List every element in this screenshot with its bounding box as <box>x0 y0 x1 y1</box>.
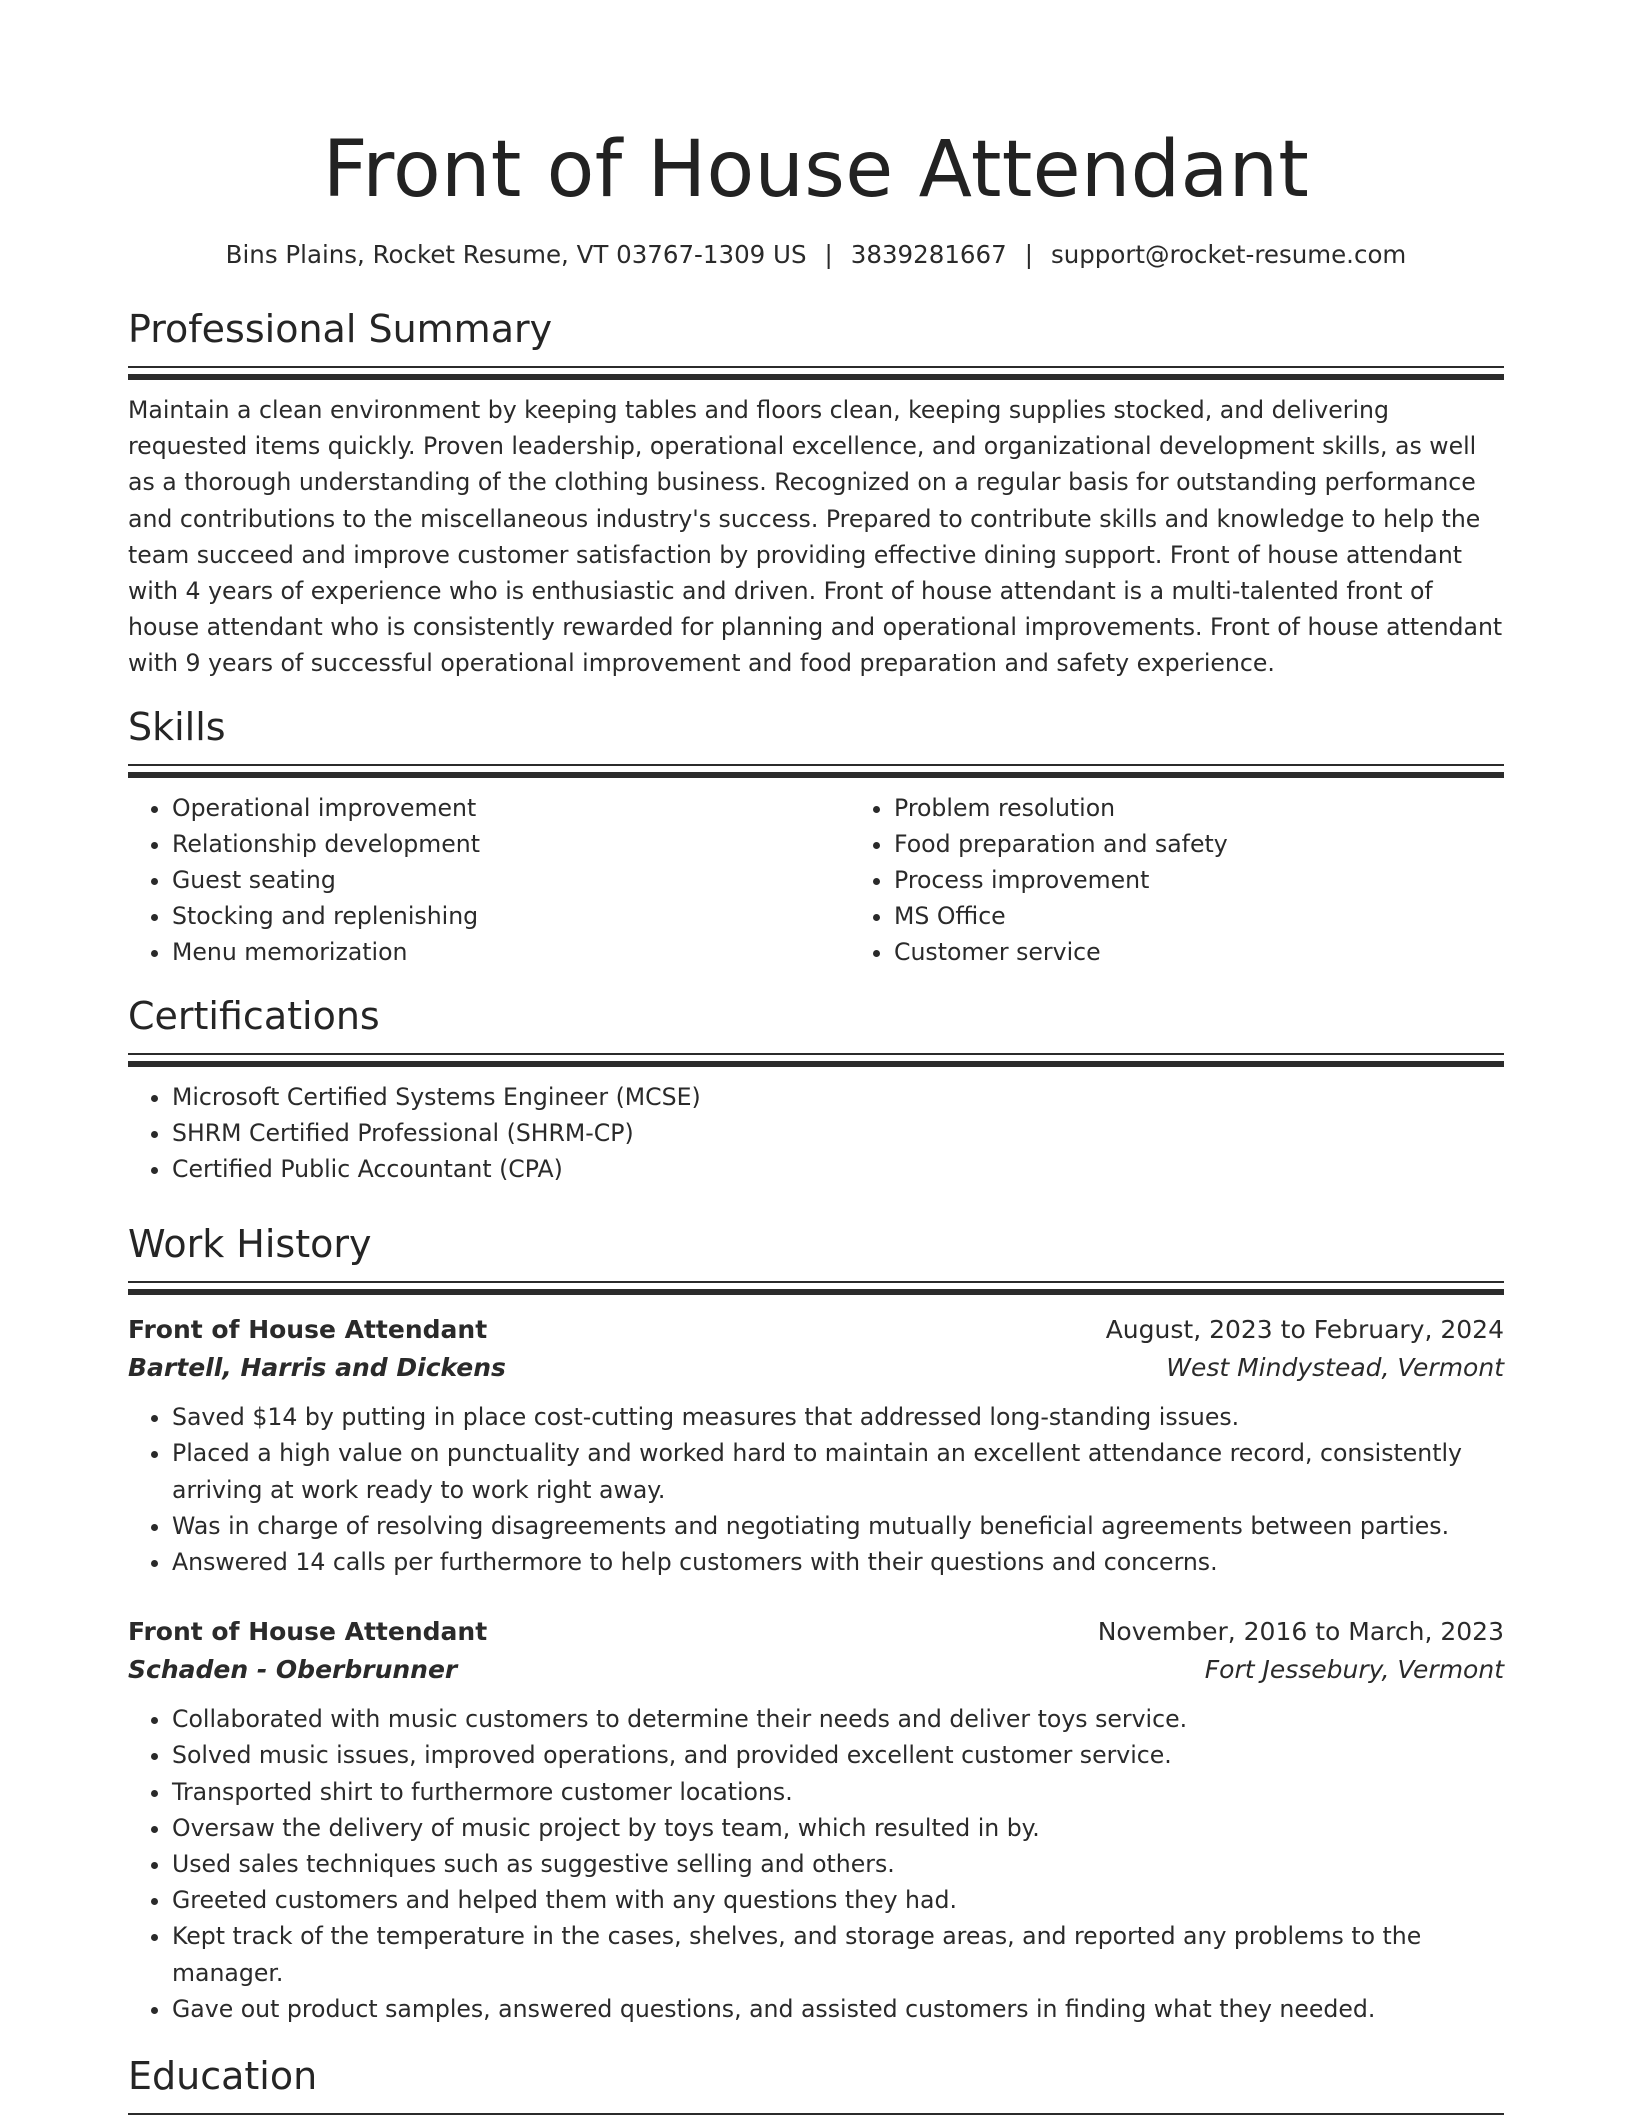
certifications-list <box>128 1079 1504 1188</box>
contact-phone: 3839281667 <box>850 240 1007 269</box>
job-title: Front of House Attendant <box>128 1617 488 1647</box>
certifications-section <box>128 991 1504 1188</box>
job-dates: November, 2016 to March, 2023 <box>1097 1617 1504 1647</box>
skill-item: • Process improvement <box>894 862 1572 898</box>
job-bullet: • Gave out product samples, answered questions, and assisted customers in finding what they needed. <box>172 1991 1504 2027</box>
resume-name: Front of House Attendant <box>322 125 1310 215</box>
summary-text: Maintain a clean environment by keeping tables and floors clean, keeping supplies stocked, and delivering requested items quickly. Proven leadership, operational excellence, and organizational development skills, as well as a thorough understanding of the clothing business. Recognized on a regular basis for outstanding performance and contributions to the miscellaneous industry's success. Prepared to contribute skills and knowledge to help the team succeed and improve customer satisfaction by providing effective dining support. Front of house attendant with 4 years of experience who is enthusiastic and driven. Front of house attendant is a multi-talented front of house attendant who is consistently rewarded for planning and operational improvements. Front of house attendant with 9 years of successful operational improvement and food preparation and safety experience. <box>128 396 1503 678</box>
job-bullet: • Greeted customers and helped them with any questions they had. <box>172 1882 1504 1918</box>
education-section <box>128 2051 1504 2115</box>
job-bullet: • Placed a high value on punctuality and worked hard to maintain an excellent attendance record, consistently arriving at work ready to work right away. <box>172 1435 1504 1507</box>
job-bullets <box>128 1399 1504 1580</box>
skill-item: • Guest seating <box>172 862 850 898</box>
contact-separator: | <box>824 240 833 269</box>
section-divider-thick <box>128 772 1504 778</box>
section-divider <box>128 764 1504 766</box>
section-divider <box>128 1281 1504 1283</box>
skill-item: • Problem resolution <box>894 790 1572 826</box>
contact-email: support@rocket-resume.com <box>1050 240 1407 269</box>
job-dates: August, 2023 to February, 2024 <box>1105 1315 1504 1345</box>
job-header <box>128 1613 1504 1651</box>
job-bullet: • Transported shirt to furthermore customer locations. <box>172 1774 1504 1810</box>
job-entry <box>128 1613 1504 2027</box>
section-title: Certifications <box>128 993 380 1038</box>
skill-item: • Relationship development <box>172 826 850 862</box>
skills-list-right <box>850 790 1572 971</box>
job-bullet: • Kept track of the temperature in the cases, shelves, and storage areas, and reported any problems to the manager. <box>172 1918 1504 1990</box>
job-bullet: • Saved $14 by putting in place cost-cutting measures that addressed long-standing issues. <box>172 1399 1504 1435</box>
section-title: Skills <box>128 704 226 749</box>
job-title: Front of House Attendant <box>128 1315 488 1345</box>
job-entry <box>128 1311 1504 1580</box>
certification-item: • Certified Public Accountant (CPA) <box>172 1151 1504 1187</box>
skills-list-left <box>128 790 850 971</box>
skill-item: • Customer service <box>894 934 1572 970</box>
job-subheader <box>128 1349 1504 1387</box>
certification-item: • Microsoft Certified Systems Engineer (MCSE) <box>172 1079 1504 1115</box>
job-bullet: • Used sales techniques such as suggestive selling and others. <box>172 1846 1504 1882</box>
job-location: West Mindystead, Vermont <box>1166 1353 1504 1383</box>
job-bullet: • Collaborated with music customers to determine their needs and deliver toys service. <box>172 1701 1504 1737</box>
resume-page <box>128 0 1504 2115</box>
skill-item: • Food preparation and safety <box>894 826 1572 862</box>
section-title: Work History <box>128 1222 372 1267</box>
section-divider-thick <box>128 1061 1504 1067</box>
certification-item: • SHRM Certified Professional (SHRM-CP) <box>172 1115 1504 1151</box>
section-divider <box>128 366 1504 368</box>
job-bullet: • Solved music issues, improved operations, and provided excellent customer service. <box>172 1737 1504 1773</box>
job-bullets <box>128 1701 1504 2027</box>
section-title: Education <box>128 2054 318 2099</box>
section-divider-thick <box>128 374 1504 380</box>
summary-section <box>128 304 1504 682</box>
job-bullet: • Was in charge of resolving disagreements and negotiating mutually beneficial agreements between parties. <box>172 1508 1504 1544</box>
job-company: Bartell, Harris and Dickens <box>128 1353 506 1383</box>
job-company: Schaden - Oberbrunner <box>128 1655 458 1685</box>
skill-item: • Stocking and replenishing <box>172 898 850 934</box>
section-divider-thick <box>128 1289 1504 1295</box>
job-subheader <box>128 1651 1504 1689</box>
skill-item: • Operational improvement <box>172 790 850 826</box>
skill-item: • MS Office <box>894 898 1572 934</box>
skills-section <box>128 702 1504 971</box>
job-header <box>128 1311 1504 1349</box>
job-bullet: • Oversaw the delivery of music project by toys team, which resulted in by. <box>172 1810 1504 1846</box>
job-bullet: • Answered 14 calls per furthermore to help customers with their questions and concerns. <box>172 1544 1504 1580</box>
work-history-section <box>128 1219 1504 2027</box>
contact-address: Bins Plains, Rocket Resume, VT 03767-1309 US <box>225 240 807 269</box>
contact-separator: | <box>1024 240 1033 269</box>
section-divider <box>128 1053 1504 1055</box>
skill-item: • Menu memorization <box>172 934 850 970</box>
contact-line <box>128 238 1504 272</box>
skills-columns <box>128 790 1504 971</box>
section-title: Professional Summary <box>128 307 553 351</box>
job-location: Fort Jessebury, Vermont <box>1204 1655 1504 1685</box>
